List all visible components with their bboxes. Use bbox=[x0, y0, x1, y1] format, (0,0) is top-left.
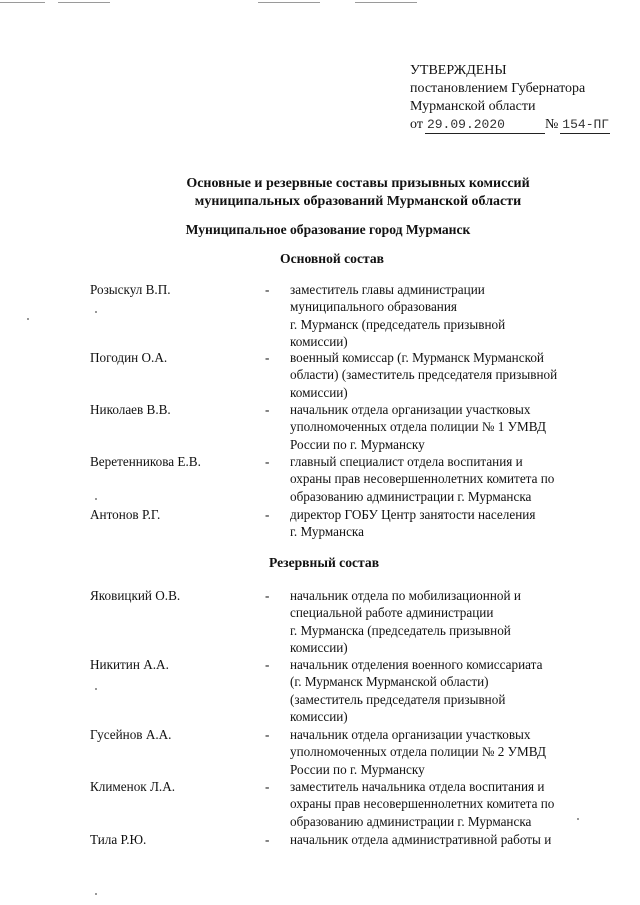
member-position-line: директор ГОБУ Центр занятости населения bbox=[290, 507, 536, 522]
member-position bbox=[290, 778, 610, 830]
member-position-line: комиссии) bbox=[290, 640, 348, 656]
member-dash: - bbox=[265, 727, 270, 742]
member-position bbox=[290, 349, 610, 401]
scan-speck bbox=[95, 893, 97, 895]
member-dash: - bbox=[265, 507, 270, 522]
member-dash: - bbox=[265, 588, 270, 603]
member-position-line: специальной работе администрации bbox=[290, 605, 494, 621]
member-position-line: уполномоченных отдела полиции № 2 УМВД bbox=[290, 744, 547, 760]
member-position-line: комиссии) bbox=[290, 334, 348, 350]
member-position-line: области) (заместитель председателя призывной bbox=[290, 367, 558, 383]
document-title bbox=[38, 175, 640, 211]
member-dash: - bbox=[265, 454, 270, 469]
scan-speck bbox=[95, 498, 97, 500]
approval-block bbox=[410, 62, 610, 134]
scan-artifact-line bbox=[0, 2, 45, 3]
member-dash: - bbox=[265, 832, 270, 847]
reserve-section-heading: Резервный состав bbox=[268, 555, 380, 570]
member-name: Погодин О.А. bbox=[90, 350, 168, 365]
approval-number: 154-ПГ bbox=[562, 117, 610, 132]
member-position-line: г. Мурманска (председатель призывной bbox=[290, 622, 511, 638]
document-title-line: Основные и резервные составы призывных комиссий bbox=[186, 176, 530, 191]
member-name: Антонов Р.Г. bbox=[90, 507, 161, 522]
scan-artifact-line bbox=[355, 2, 417, 3]
member-position-line: (заместитель председателя призывной bbox=[290, 691, 506, 707]
scan-speck bbox=[577, 818, 579, 820]
member-position-line: охраны прав несовершеннолетних комитета по bbox=[290, 471, 555, 487]
approval-line: Мурманской области bbox=[410, 99, 536, 114]
member-dash: - bbox=[265, 779, 270, 794]
member-position-line: комиссии) bbox=[290, 384, 348, 400]
member-name: Гусейнов А.А. bbox=[90, 727, 172, 742]
member-position bbox=[290, 587, 610, 657]
document-title-line: муниципальных образований Мурманской области bbox=[194, 194, 522, 209]
member-position bbox=[290, 726, 610, 778]
member-position-line: заместитель начальника отдела воспитания и bbox=[290, 779, 545, 794]
member-position-line: России по г. Мурманску bbox=[290, 436, 425, 452]
member-position bbox=[290, 656, 610, 726]
member-name: Никитин А.А. bbox=[90, 657, 169, 672]
member-dash: - bbox=[265, 282, 270, 297]
member-name: Розыскул В.П. bbox=[90, 282, 171, 297]
approval-date: 29.09.2020 bbox=[425, 117, 545, 134]
member-position-line: охраны прав несовершеннолетних комитета по bbox=[290, 796, 555, 812]
member-position-line: г. Мурманск (председатель призывной bbox=[290, 316, 506, 332]
member-name: Клименок Л.А. bbox=[90, 779, 176, 794]
scan-artifact-line bbox=[258, 2, 320, 3]
member-name: Яковицкий О.В. bbox=[90, 588, 181, 603]
scan-speck bbox=[95, 688, 97, 690]
member-position-line: начальник отделения военного комиссариата bbox=[290, 657, 543, 672]
member-dash: - bbox=[265, 350, 270, 365]
member-position-line: начальник отдела административной работы и bbox=[290, 832, 552, 847]
member-position-line: главный специалист отдела воспитания и bbox=[290, 454, 523, 469]
member-name: Тила Р.Ю. bbox=[90, 832, 147, 847]
member-position-line: военный комиссар (г. Мурманск Мурманской bbox=[290, 350, 544, 365]
approval-date-line bbox=[410, 116, 610, 134]
scan-artifact-line bbox=[58, 2, 110, 3]
number-prefix: № bbox=[544, 117, 559, 132]
municipality-heading: Муниципальное образование город Мурманск bbox=[185, 222, 471, 237]
member-position-line: начальник отдела организации участковых bbox=[290, 727, 531, 742]
member-position-line: России по г. Мурманску bbox=[290, 761, 425, 777]
member-dash: - bbox=[265, 657, 270, 672]
member-position bbox=[290, 401, 610, 453]
main-section-heading: Основной состав bbox=[280, 251, 384, 266]
approval-title: УТВЕРЖДЕНЫ bbox=[410, 63, 507, 78]
scan-speck bbox=[95, 311, 97, 313]
approval-line: постановлением Губернатора bbox=[410, 81, 586, 96]
member-name: Николаев В.В. bbox=[90, 402, 171, 417]
member-position-line: образованию администрации г. Мурманска bbox=[290, 813, 532, 829]
member-position-line: муниципального образования bbox=[290, 299, 457, 315]
member-position-line: уполномоченных отдела полиции № 1 УМВД bbox=[290, 419, 547, 435]
member-position-line: образованию администрации г. Мурманска bbox=[290, 488, 532, 504]
member-position-line: комиссии) bbox=[290, 709, 348, 725]
member-position bbox=[290, 453, 610, 505]
member-dash: - bbox=[265, 402, 270, 417]
member-position bbox=[290, 831, 610, 848]
scan-speck bbox=[27, 318, 29, 320]
member-position-line: заместитель главы администрации bbox=[290, 282, 485, 297]
member-position bbox=[290, 506, 610, 541]
member-position-line: начальник отдела организации участковых bbox=[290, 402, 531, 417]
member-position-line: (г. Мурманск Мурманской области) bbox=[290, 674, 489, 690]
member-position-line: начальник отдела по мобилизационной и bbox=[290, 588, 521, 603]
member-position-line: г. Мурманска bbox=[290, 524, 364, 540]
member-position bbox=[290, 281, 610, 351]
member-name: Веретенникова Е.В. bbox=[90, 454, 201, 469]
date-prefix: от bbox=[410, 117, 423, 132]
